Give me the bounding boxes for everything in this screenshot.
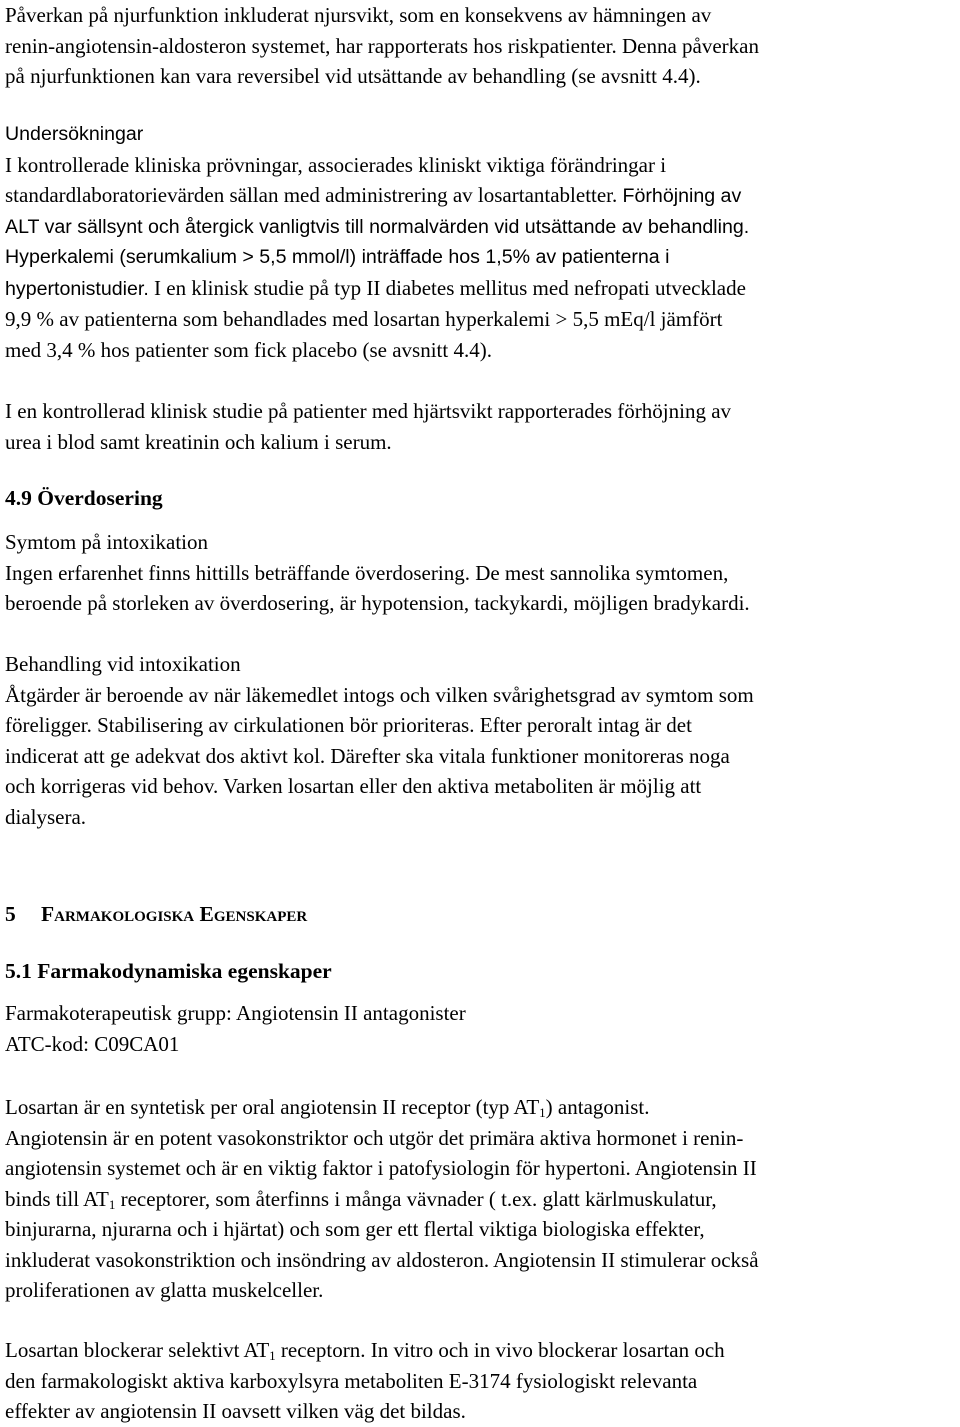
- text-line: binds till AT: [5, 1186, 109, 1211]
- overdose-section: [5, 483, 957, 514]
- investigations-heading: Undersökningar: [5, 123, 144, 145]
- text-line: beroende på storleken av överdosering, är hypotension, tackykardi, möjligen bradykardi.: [5, 591, 750, 615]
- blockade-paragraph: [5, 1335, 957, 1427]
- text-line: Åtgärder är beroende av när läkemedlet intogs och vilken svårighetsgrad av symtom som: [5, 682, 754, 707]
- subscript: 1: [108, 1196, 116, 1212]
- text-line: I en kontrollerad klinisk studie på patienter med hjärtsvikt rapporterades förhöjning av: [5, 399, 732, 423]
- renal-effects-paragraph: [5, 0, 957, 92]
- subheading-treatment: Behandling vid intoxikation: [5, 652, 241, 676]
- text-line: Angiotensin är en potent vasokonstriktor och utgör det primära aktiva hormonet i renin-: [5, 1125, 744, 1150]
- text-line: I kontrollerade kliniska prövningar, associerades kliniskt viktiga förändringar i: [5, 152, 667, 177]
- text-line: urea i blod samt kreatinin och kalium i serum.: [5, 429, 392, 454]
- atc-code: ATC-kod: C09CA01: [5, 1031, 180, 1056]
- subheading-symptoms: Symtom på intoxikation: [5, 530, 208, 554]
- text-line: receptorer, som återfinns i många vävnader ( t.ex. glatt kärlmuskulatur,: [115, 1186, 717, 1211]
- symptoms-subsection: [5, 527, 957, 619]
- text-line: Losartan blockerar selektivt AT: [5, 1338, 270, 1362]
- text-line: den farmakologiskt aktiva karboxylsyra metaboliten E-3174 fysiologiskt relevanta: [5, 1368, 698, 1393]
- text-line: I en klinisk studie på typ II diabetes mellitus med nefropati utvecklade: [154, 275, 746, 300]
- text-line: renin-angiotensin-aldosteron systemet, har rapporterats hos riskpatienter. Denna påverkan: [5, 33, 760, 58]
- section-number: 5: [5, 902, 16, 926]
- text-line: proliferationen av glatta muskelceller.: [5, 1278, 324, 1302]
- treatment-subsection: [5, 649, 957, 832]
- text-line: hypertonistudier.: [5, 277, 149, 300]
- subscript: 1: [269, 1348, 276, 1363]
- text-line: inkluderat vasokonstriktion och insöndring av aldosteron. Angiotensin II stimulerar också: [5, 1247, 759, 1272]
- text-line: Hyperkalemi (serumkalium > 5,5 mmol/l) inträffade hos 1,5% av patienterna i: [5, 246, 670, 268]
- text-line: receptorn. In vitro och in vivo blockerar losartan och: [275, 1338, 725, 1362]
- heart-failure-paragraph: [5, 396, 957, 457]
- text-line: Påverkan på njurfunktion inkluderat njursvikt, som en konsekvens av hämningen av: [5, 3, 712, 27]
- text-line: ) antagonist.: [545, 1095, 650, 1119]
- text-line: 9,9 % av patienterna som behandlades med losartan hyperkalemi > 5,5 mEq/l jämfört: [5, 307, 723, 331]
- text-line: standardlaboratorievärden sällan med administrering av losartantabletter.: [5, 183, 618, 207]
- text-line: med 3,4 % hos patienter som fick placebo (se avsnitt 4.4).: [5, 337, 492, 362]
- pharmacotherapeutic-group: Farmakoterapeutisk grupp: Angiotensin II antagonister: [5, 1001, 466, 1025]
- subscript: 1: [539, 1105, 546, 1120]
- section-heading-5-1: 5.1 Farmakodynamiska egenskaper: [5, 959, 332, 983]
- text-line: Ingen erfarenhet finns hittills beträffande överdosering. De mest sannolika symtomen,: [5, 560, 729, 585]
- text-line: ALT var sällsynt och återgick vanligtvis till normalvärden vid utsättande av behandling.: [5, 215, 750, 238]
- section-5-heading: [5, 899, 957, 930]
- section-5-1-heading: [5, 956, 957, 987]
- mechanism-paragraph: [5, 1092, 957, 1306]
- text-line: och korrigeras vid behov. Varken losartan eller den aktiva metaboliten är möjlig att: [5, 774, 702, 798]
- text-line: dialysera.: [5, 804, 87, 829]
- text-line: på njurfunktionen kan vara reversibel vid utsättande av behandling (se avsnitt 4.4).: [5, 64, 701, 88]
- text-line: indicerat att ge adekvat dos aktivt kol. Därefter ska vitala funktioner monitoreras noga: [5, 743, 730, 768]
- investigations-section: [5, 119, 957, 365]
- section-heading-4-9: 4.9 Överdosering: [5, 486, 163, 510]
- text-line: effekter av angiotensin II oavsett vilken väg det bildas.: [5, 1399, 466, 1423]
- text-line: Förhöjning av: [622, 185, 742, 207]
- text-line: föreligger. Stabilisering av cirkulationen bör prioriteras. Efter peroralt intag är det: [5, 713, 692, 737]
- section-title: Farmakologiska Egenskaper: [41, 902, 308, 926]
- pharmacotherapeutic-info: [5, 998, 957, 1059]
- text-line: binjurarna, njurarna och i hjärtat) och som ger ett flertal viktiga biologiska effekter,: [5, 1217, 705, 1241]
- text-line: Losartan är en syntetisk per oral angiotensin II receptor (typ AT: [5, 1095, 540, 1119]
- text-line: angiotensin systemet och är en viktig faktor i patofysiologin för hypertoni. Angiotensin II: [5, 1156, 757, 1180]
